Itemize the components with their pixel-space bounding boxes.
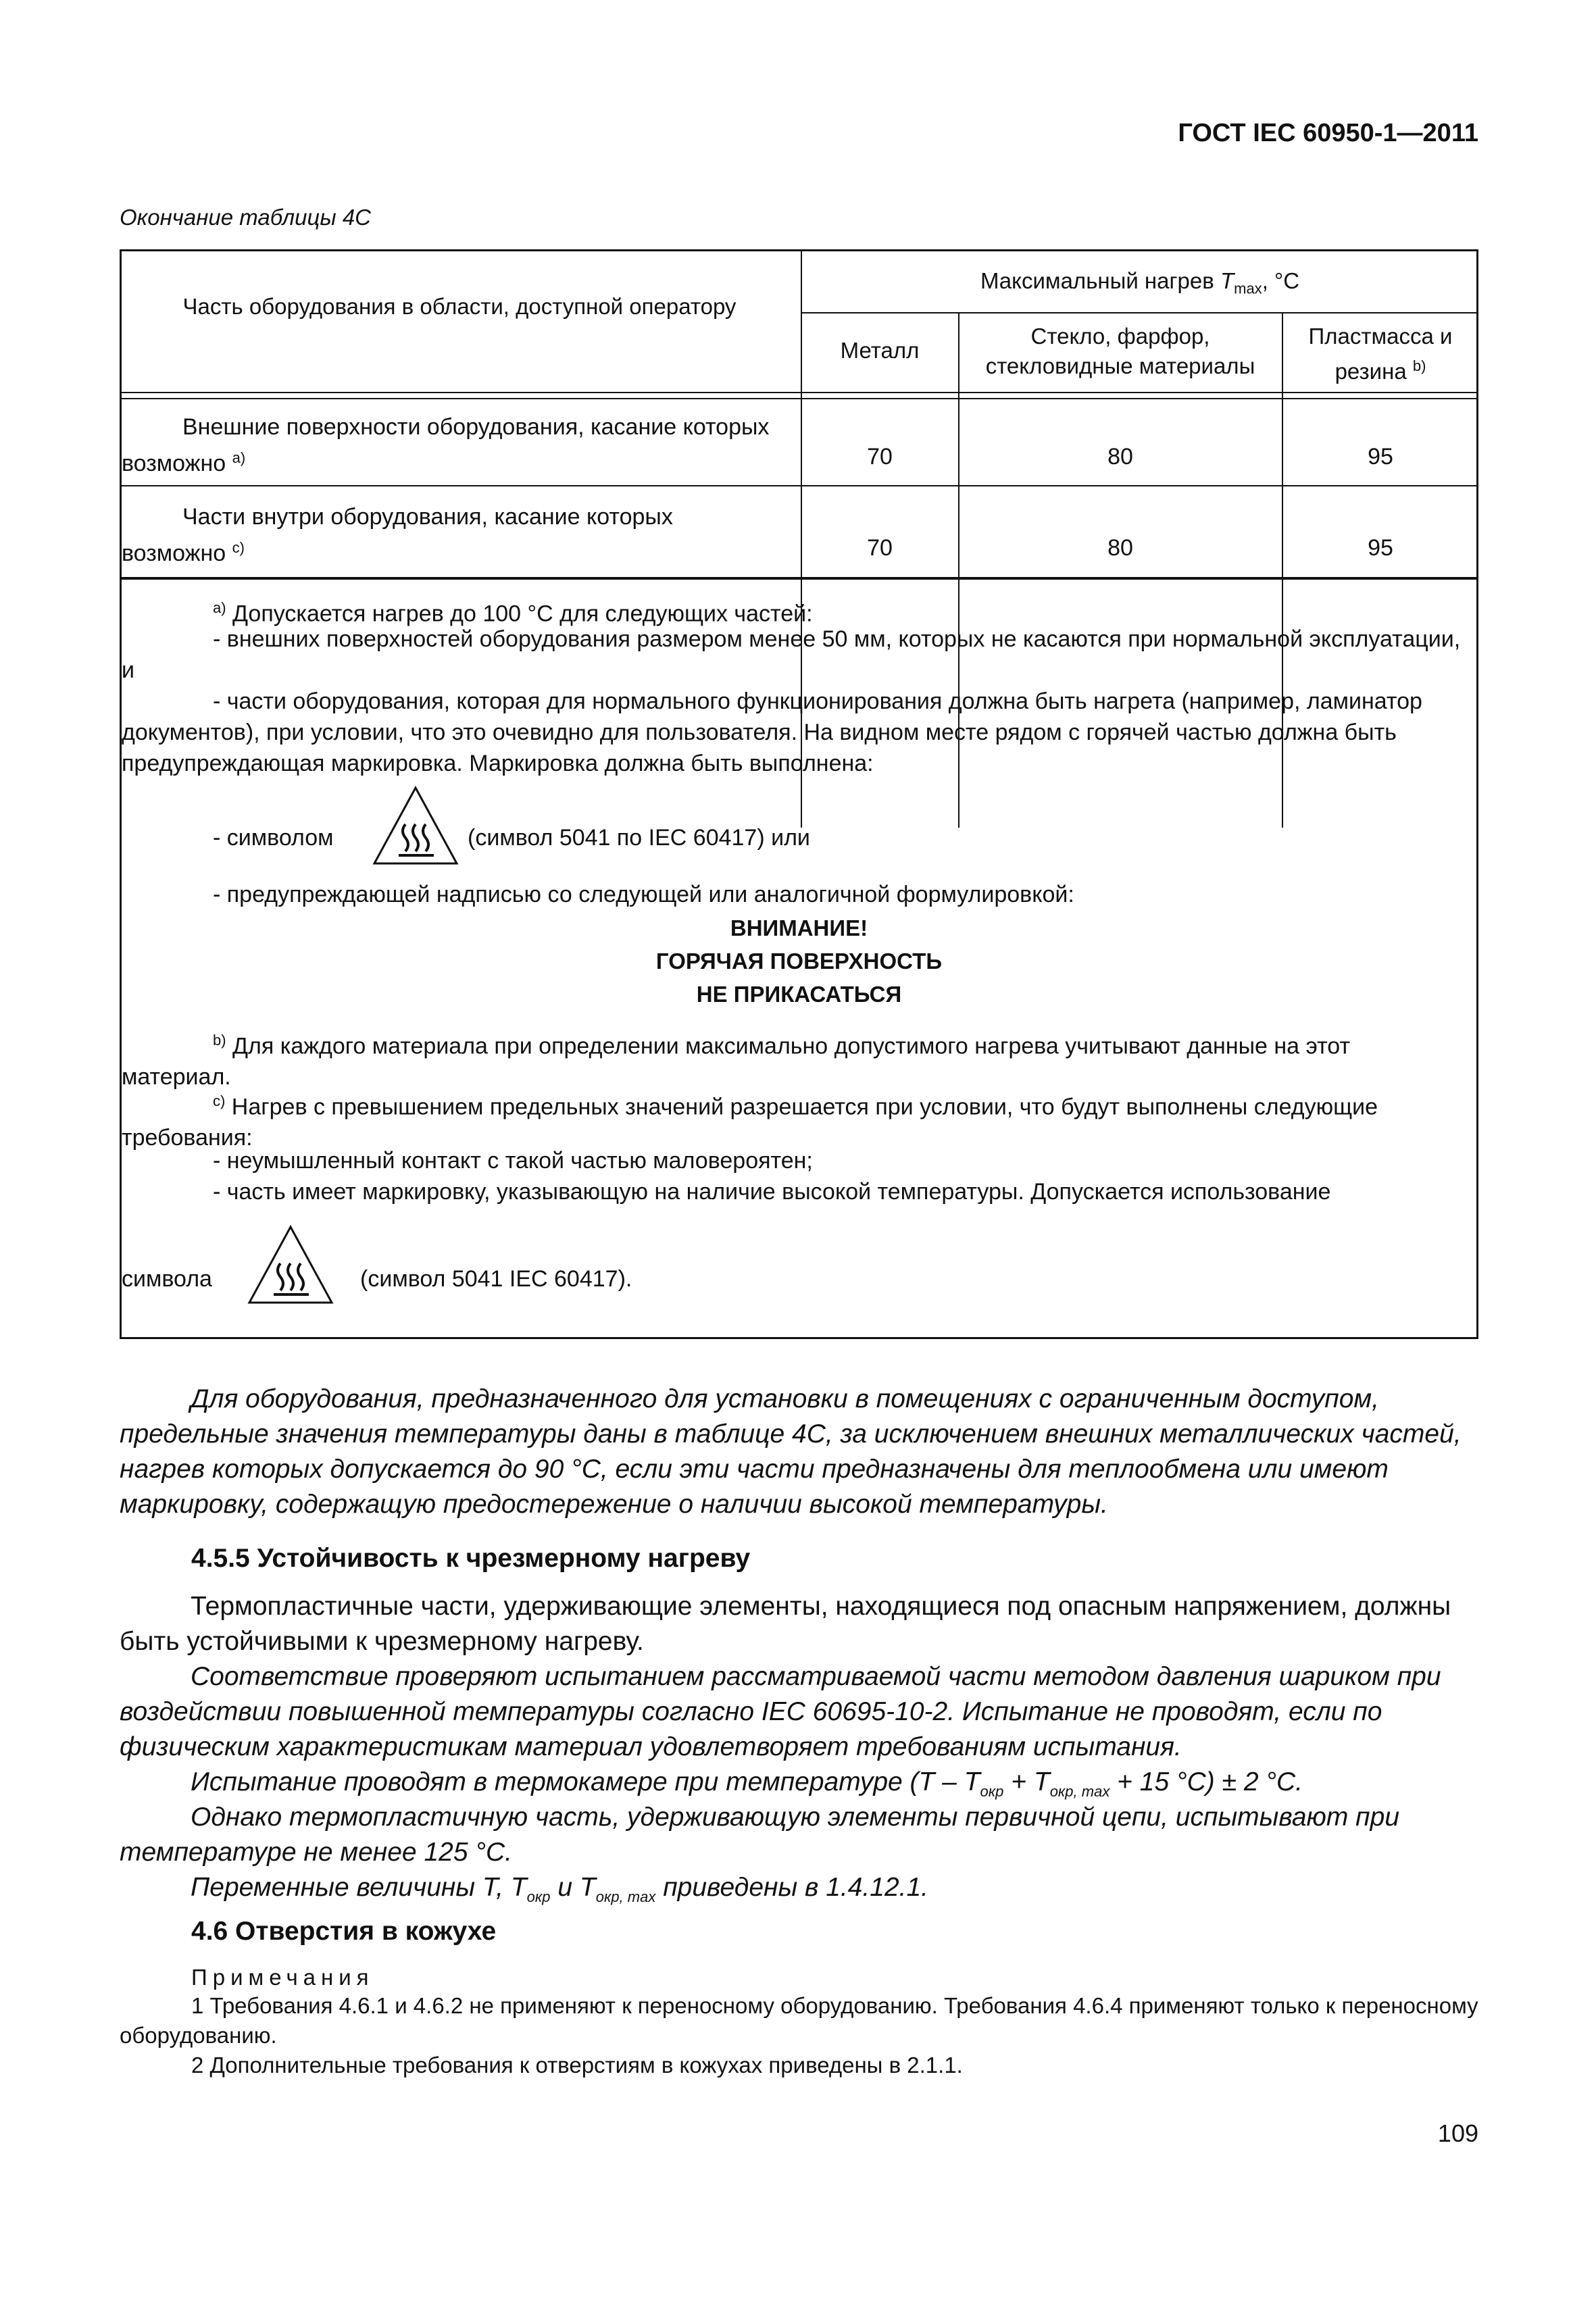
row-2-part: Части внутри оборудования, касание которых возможно $^{c)}$ xyxy=(122,504,673,567)
standard-code: ГОСТ IEC 60950-1—2011 xyxy=(1178,119,1478,147)
footnote-c: $^{c)}$ Нагрев с превышением предельных значений разрешается при условии, что будут выполнены следующие требования: xyxy=(122,1092,1378,1151)
row-1-metal: 70 xyxy=(867,444,893,470)
section-heading-4-5-5: 4.5.5 Устойчивость к чрезмерному нагреву xyxy=(191,1544,751,1573)
paragraph-variables: Переменные величины T, $T_{окр}$ и $T_{окр, max}$ приведены в 1.4.12.1. xyxy=(191,1873,929,1905)
warning-line-2: ГОРЯЧАЯ ПОВЕРХНОСТЬ xyxy=(655,949,943,974)
warning-line-3: НЕ ПРИКАСАТЬСЯ xyxy=(696,982,902,1007)
row-1-part: Внешние поверхности оборудования, касание которых возможно $^{a)}$ xyxy=(122,414,770,477)
paragraph-primary-circuit: Однако термопластичную часть, удерживающую элементы первичной цепи, испытывают при температуре не менее 125 °С. xyxy=(120,1803,1400,1867)
symbol-prefix: - символом xyxy=(213,825,334,851)
temperature-table xyxy=(120,249,1478,1339)
plastic-column-header: Пластмасса и резина $^{b)}$ xyxy=(1308,324,1453,384)
note-2: 2 Дополнительные требования к отверстиям в кожухах приведены в 2.1.1. xyxy=(191,2053,963,2078)
glass-column-header: Стекло, фарфор, стекловидные материалы xyxy=(985,324,1255,378)
hot-surface-warning-icon xyxy=(372,785,459,866)
warning-intro: - предупреждающей надписью со следующей или аналогичной формулировкой: xyxy=(213,882,1074,907)
footnote-a-item-1: - внешних поверхностей оборудования размером менее 50 мм, которых не касаются при нормальной эксплуатации, и xyxy=(122,626,1461,683)
section-heading-4-6: 4.6 Отверстия в кожухе xyxy=(191,1917,497,1946)
max-heat-header: Максимальный нагрев $T_{max}$, °С xyxy=(980,268,1300,297)
warning-line-1: ВНИМАНИЕ! xyxy=(730,915,868,940)
paragraph-compliance: Соответствие проверяют испытанием рассматриваемой части методом давления шариком при воздействии повышенной температуры согласно IEC 60695-10-2. Испытание не проводят, если по физическим характеристикам материал удовлетворяет требованиям испытания. xyxy=(120,1662,1441,1761)
paragraph-restricted-access: Для оборудования, предназначенного для установки в помещениях с ограниченным доступом, предельные значения температуры даны в таблице 4С, за исключением внешних металлических частей, нагрев которых допускается до 90 °С, если эти части предназначены для теплообмена или имеют маркировку, содержащую предостережение о наличии высокой температуры. xyxy=(120,1384,1462,1519)
page-number: 109 xyxy=(1437,2119,1478,2147)
footnote-a: $^{a)}$ Допускается нагрев до 100 °С для следующих частей: xyxy=(213,599,813,627)
footnote-c-item-2: - часть имеет маркировку, указывающую на наличие высокой температуры. Допускается использование xyxy=(213,1179,1331,1205)
table-caption: Окончание таблицы 4С xyxy=(120,205,372,230)
part-column-header: Часть оборудования в области, доступной оператору xyxy=(182,294,737,319)
row-1-plastic: 95 xyxy=(1368,444,1393,470)
symbol2-suffix: (символ 5041 IEC 60417). xyxy=(360,1266,632,1292)
paragraph-test-temperature: Испытание проводят в термокамере при температуре ($T - T_{окр} + T_{окр, max} + 15$ °С) ± 2 °С. xyxy=(191,1767,1303,1800)
footnote-a-item-2: - части оборудования, которая для нормального функционирования должна быть нагрета (например, ламинатор документов), при условии, что это очевидно для пользователя. На видном месте рядом с горячей частью должна быть предупреждающая маркировка. Маркировка должна быть выполнена: xyxy=(122,688,1422,776)
note-1: 1 Требования 4.6.1 и 4.6.2 не применяют к переносному оборудованию. Требования 4.6.4 применяют только к переносному оборудованию. xyxy=(120,1993,1478,2048)
symbol2-prefix: символа xyxy=(122,1266,212,1292)
paragraph-thermoplastic: Термопластичные части, удерживающие элементы, находящиеся под опасным напряжением, должны быть устойчивыми к чрезмерному нагреву. xyxy=(120,1592,1451,1656)
footnote-b: $^{b)}$ Для каждого материала при определении максимально допустимого нагрева учитывают данные на этот материал. xyxy=(122,1032,1351,1090)
symbol-suffix: (символ 5041 по IEC 60417) или xyxy=(468,825,810,851)
row-1-glass: 80 xyxy=(1107,444,1133,470)
metal-column-header: Металл xyxy=(840,338,920,363)
row-2-glass: 80 xyxy=(1107,535,1133,561)
hot-surface-warning-icon xyxy=(247,1224,334,1305)
footnote-c-item-1: - неумышленный контакт с такой частью маловероятен; xyxy=(213,1148,813,1174)
row-2-metal: 70 xyxy=(867,535,893,561)
row-2-plastic: 95 xyxy=(1368,535,1393,561)
notes-title: Примечания xyxy=(191,1965,374,1990)
